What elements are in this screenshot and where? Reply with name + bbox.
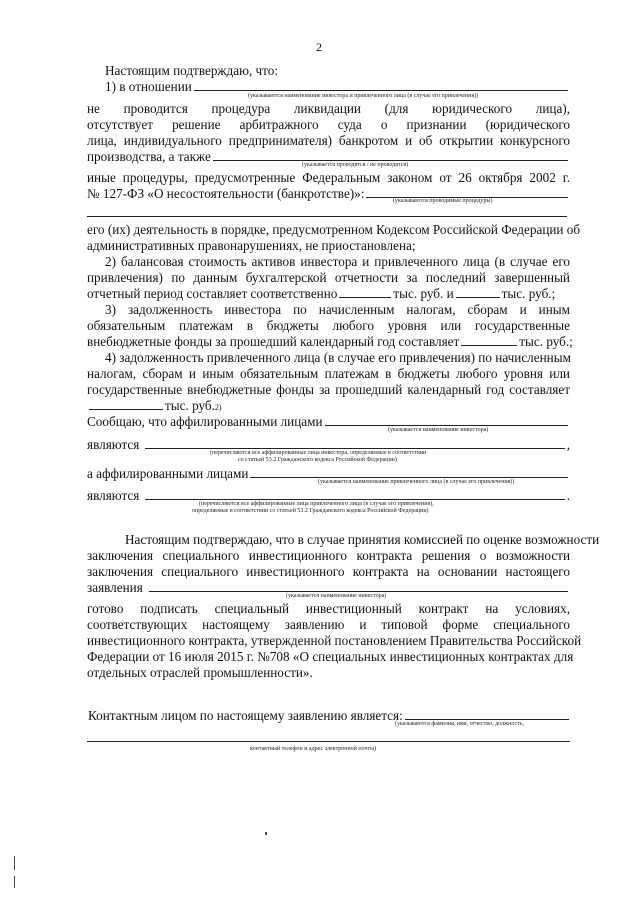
investor-name-blank-2[interactable] bbox=[325, 414, 568, 426]
investor-affiliates-blank[interactable] bbox=[145, 437, 564, 449]
text-line: иные процедуры, предусмотренные Федеральным законом от 26 октября 2002 г. bbox=[87, 170, 570, 185]
debt-attracted-blank[interactable] bbox=[89, 398, 163, 410]
text-line: государственные внебюджетные фонды за прошедший календарный год составляет bbox=[87, 382, 570, 397]
page-number: 2 bbox=[316, 40, 322, 54]
scan-edge-mark bbox=[14, 856, 15, 870]
caption-attracted: (указывается наименование привлеченного лица (в случае его привлечения)) bbox=[318, 479, 515, 485]
text-line: его (их) деятельность в порядке, предусмотренном Кодексом Российской Федерации об bbox=[87, 222, 581, 237]
text-line: лица, индивидуального предпринимателя) банкротом и об открытии конкурсного bbox=[87, 133, 570, 148]
text-line: Сообщаю, что аффилированными лицами bbox=[87, 414, 323, 429]
assets-investor-blank[interactable] bbox=[339, 286, 391, 298]
assets-row bbox=[87, 286, 570, 302]
caption-contact-details: контактный телефон и адрес электронной почты) bbox=[250, 746, 377, 752]
affiliates-investor-row bbox=[87, 414, 570, 430]
footnote-ref: 2) bbox=[214, 403, 222, 412]
caption-attracted-affiliates: (перечисляются все аффилированные лица привлеченного лица (в случае его привлечения), bbox=[199, 501, 434, 507]
text-line: Настоящим подтверждаю, что в случае принятия комиссией по оценке возможности bbox=[125, 532, 600, 547]
procedures-list-blank-2[interactable] bbox=[87, 216, 567, 217]
text-line: являются bbox=[87, 437, 140, 452]
text-line: отдельных отраслей промышленности». bbox=[87, 665, 313, 680]
text-line: заключения специального инвестиционного контракта на основании настоящего bbox=[87, 564, 570, 579]
caption-procedures-list: (указываются проводимые процедуры) bbox=[393, 198, 493, 204]
text-line: 3) задолженность инвестора по начисленным налогам, сборам и иным bbox=[105, 302, 570, 317]
text-line: Контактным лицом по настоящему заявлению является: bbox=[88, 708, 403, 723]
text-line: не проводится процедура ликвидации (для юридического лица), bbox=[87, 101, 570, 116]
caption-investor-affiliates: (перечисляются все аффилированные лица инвестора, определяемые в соответствии bbox=[210, 450, 427, 456]
text-line: а аффилированными лицами bbox=[87, 466, 249, 481]
scan-speck bbox=[265, 832, 267, 835]
text-line: привлечения) по данным бухгалтерской отчетности за последний завершенный bbox=[87, 270, 570, 285]
caption-investor-affiliates-2: со статьей 53.2 Гражданского кодекса Российской Федерации) bbox=[238, 457, 397, 463]
text-line: 4) задолженность привлеченного лица (в случае его привлечения) по начисленным bbox=[105, 350, 571, 365]
contact-details-blank[interactable] bbox=[87, 741, 570, 742]
text-line: заключения специального инвестиционного контракта решения о возможности bbox=[87, 548, 570, 563]
text-line: готово подписать специальный инвестиционный контракт на условиях, bbox=[87, 601, 570, 616]
affiliates-list-row: являются , bbox=[87, 437, 570, 452]
bankruptcy-row bbox=[87, 186, 570, 202]
assets-attracted-blank[interactable] bbox=[456, 286, 500, 298]
scan-edge-mark bbox=[14, 876, 15, 888]
investor-name-blank[interactable] bbox=[194, 79, 568, 91]
text-line: налогам, сборам и иным обязательным платежам в бюджеты любого уровня или bbox=[87, 366, 570, 381]
text-line: внебюджетные фонды за прошедший календарный год составляет bbox=[87, 334, 460, 349]
text-line: производства, а также bbox=[87, 149, 211, 164]
text-line: Федерации от 16 июля 2015 г. №708 «О специальных инвестиционных контрактах для bbox=[87, 649, 574, 664]
procedures-status-blank[interactable] bbox=[213, 149, 568, 161]
contact-person-blank[interactable] bbox=[405, 708, 569, 720]
caption-investor-2: (указывается наименование инвестора) bbox=[286, 593, 387, 599]
caption-procedures-status: (указывается проводятся / не проводятся) bbox=[302, 162, 409, 168]
caption-investor-name: (указываются наименование инвестора и привлеченного лица (в случае его привлечения)) bbox=[248, 93, 479, 99]
attracted-affiliates-blank[interactable] bbox=[145, 488, 564, 500]
text-line: соответствующих настоящему заявлению и типовой форме специального bbox=[87, 617, 570, 632]
text-line: № 127-ФЗ «О несостоятельности (банкротстве)»: bbox=[87, 186, 365, 201]
text-line: административных правонарушениях, не приостановлена; bbox=[87, 238, 416, 253]
text-line: 2) балансовая стоимость активов инвестора и привлеченного лица (в случае его bbox=[105, 254, 570, 269]
caption-contact: (указываются фамилия, имя, отчество, должность, bbox=[395, 721, 525, 727]
caption-investor: (указывается наименование инвестора) bbox=[388, 427, 489, 433]
text-line: обязательным платежам в бюджеты любого уровня или государственные bbox=[87, 318, 570, 333]
text-line: заявления bbox=[87, 580, 143, 595]
text-line: отчетный период составляет соответственно bbox=[87, 286, 338, 301]
caption-attracted-affiliates-2: определяемые в соответствии со статьей 53.2 Гражданского кодекса Российской Федерации) bbox=[192, 508, 429, 514]
line-1-text: 1) в отношении bbox=[105, 79, 192, 94]
text-line: инвестиционного контракта, утвержденной постановлением Правительства Российской bbox=[87, 633, 582, 648]
investor-name-blank-3[interactable] bbox=[149, 580, 568, 592]
intro-line: Настоящим подтверждаю, что: bbox=[105, 63, 279, 78]
text-line: отсутствует решение арбитражного суда о признании (юридического bbox=[87, 117, 570, 132]
attracted-name-blank[interactable] bbox=[250, 466, 568, 478]
text-line: являются bbox=[87, 488, 140, 503]
text-line: тыс. руб. и bbox=[393, 286, 454, 301]
attracted-affiliates-row: являются . bbox=[87, 488, 570, 503]
text-line: тыс. руб. bbox=[165, 398, 215, 413]
debt-investor-blank[interactable] bbox=[461, 334, 517, 346]
text-line: тыс. руб.; bbox=[519, 334, 573, 349]
text-line: тыс. руб.; bbox=[501, 286, 556, 301]
debt-investor-row bbox=[87, 334, 573, 350]
